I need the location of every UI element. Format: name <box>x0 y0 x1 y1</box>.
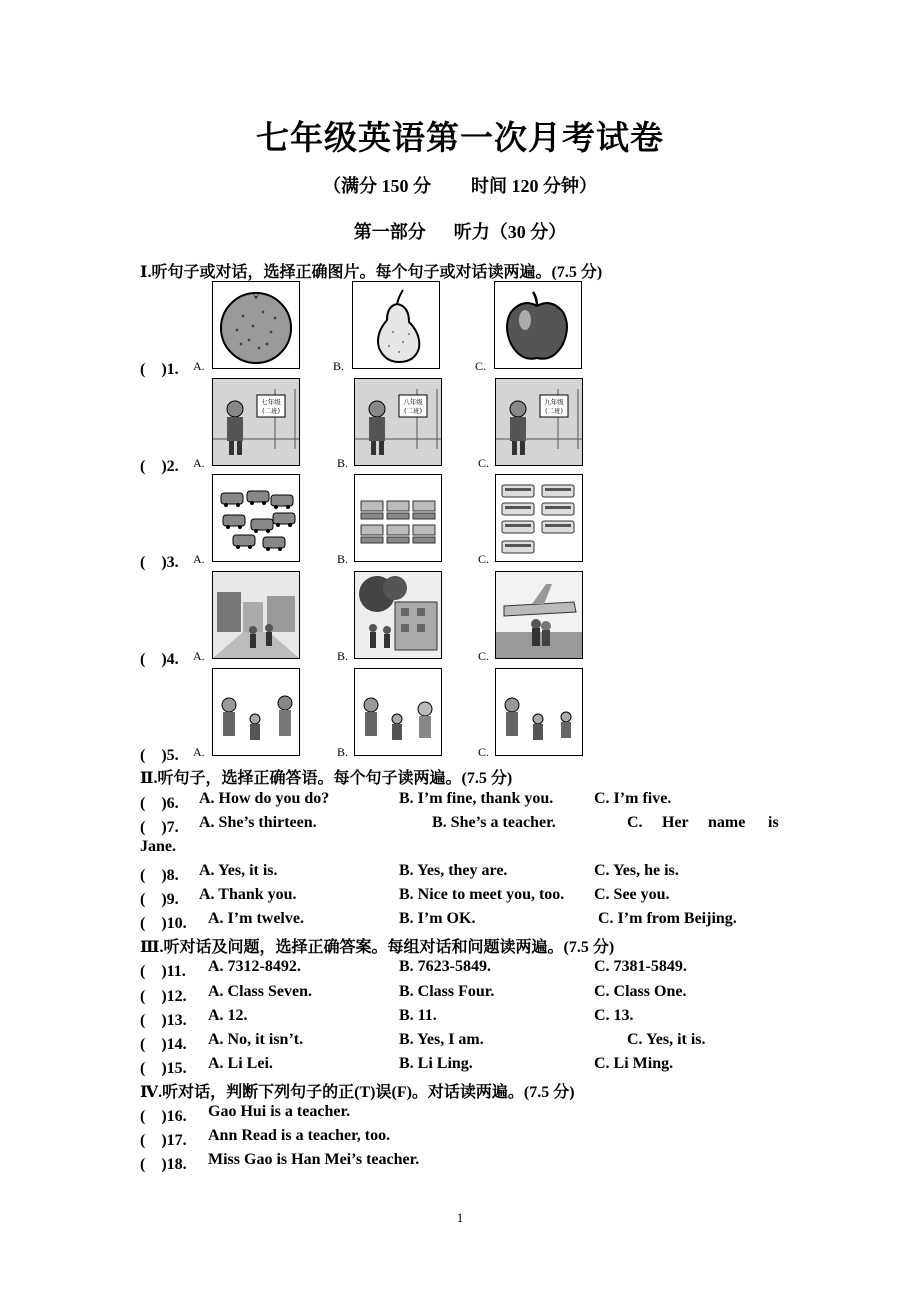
question-9-option-a: A. Thank you. <box>199 886 297 903</box>
question-3-number: ( )3. <box>140 554 179 571</box>
question-1-number: ( )1. <box>140 361 179 378</box>
question-17-statement: Ann Read is a teacher, too. <box>208 1127 391 1144</box>
classroom-grade-8-icon <box>354 378 442 466</box>
question-8-option-b: B. Yes, they are. <box>399 862 508 879</box>
class-sign-text: (二班) <box>403 407 423 415</box>
question-14-option-c: C. Yes, it is. <box>627 1031 706 1048</box>
option-a-label: A. <box>193 359 205 373</box>
part-listening: 听力（30 分） <box>453 222 567 242</box>
question-15-option-b: B. Li Ling. <box>399 1055 473 1072</box>
option-a-label: A. <box>193 456 205 470</box>
class-sign-text: 八年级 <box>403 398 423 406</box>
full-score: （满分 150 分 <box>323 176 431 196</box>
question-4-number: ( )4. <box>140 651 179 668</box>
question-6-option-a: A. How do you do? <box>199 790 330 807</box>
question-2-number: ( )2. <box>140 458 179 475</box>
question-7-option-c-word: Jane. <box>140 838 176 855</box>
question-5-number: ( )5. <box>140 747 179 764</box>
option-b-label: B. <box>337 745 349 759</box>
section-4-heading: Ⅳ.听对话，判断下列句子的正(T)误(F)。对话读两遍。(7.5 分) <box>140 1084 575 1101</box>
question-10-number: ( )10. <box>140 915 187 932</box>
section-3-heading: Ⅲ.听对话及问题，选择正确答案。每组对话和问题读两遍。(7.5 分) <box>140 939 615 956</box>
question-10-option-a: A. I’m twelve. <box>208 910 304 927</box>
question-13-option-b: B. 11. <box>399 1007 437 1024</box>
option-c-label: C. <box>478 745 490 759</box>
question-8-option-c: C. Yes, he is. <box>594 862 679 879</box>
option-b-label: B. <box>333 359 345 373</box>
option-b-label: B. <box>337 456 349 470</box>
people-greeting-icon <box>354 668 442 756</box>
exam-title: 七年级英语第一次月考试卷 <box>256 121 664 157</box>
buses-icon <box>495 474 583 562</box>
question-6-option-c: C. I’m five. <box>594 790 672 807</box>
part-name: 第一部分 <box>353 222 426 242</box>
question-7-option-c-word: is <box>768 814 779 831</box>
question-15-option-c: C. Li Ming. <box>594 1055 674 1072</box>
question-14-option-b: B. Yes, I am. <box>399 1031 484 1048</box>
question-13-option-a: A. 12. <box>208 1007 248 1024</box>
question-14-option-a: A. No, it isn’t. <box>208 1031 304 1048</box>
books-icon <box>354 474 442 562</box>
option-c-label: C. <box>478 456 490 470</box>
class-sign-text: (二班) <box>544 407 564 415</box>
class-sign-text: 九年级 <box>544 398 564 406</box>
people-greeting-icon <box>495 668 583 756</box>
question-7-option-c-word: Her <box>662 814 689 831</box>
option-a-label: A. <box>193 745 205 759</box>
exam-subtitle <box>0 172 920 198</box>
question-17-number: ( )17. <box>140 1132 187 1149</box>
option-a-label: A. <box>193 552 205 566</box>
question-8-option-a: A. Yes, it is. <box>199 862 278 879</box>
question-11-option-a: A. 7312-8492. <box>208 958 301 975</box>
question-11-option-c: C. 7381-5849. <box>594 958 687 975</box>
question-11-option-b: B. 7623-5849. <box>399 958 491 975</box>
question-7-number: ( )7. <box>140 819 179 836</box>
question-6-number: ( )6. <box>140 795 179 812</box>
question-11-number: ( )11. <box>140 963 186 980</box>
school-scene-icon <box>354 571 442 659</box>
cars-icon <box>212 474 300 562</box>
question-15-option-a: A. Li Lei. <box>208 1055 273 1072</box>
option-b-label: B. <box>337 649 349 663</box>
page-number: 1 <box>456 1210 464 1225</box>
question-18-statement: Miss Gao is Han Mei’s teacher. <box>208 1151 420 1168</box>
question-16-statement: Gao Hui is a teacher. <box>208 1103 351 1120</box>
question-7-option-c: C. <box>627 814 643 831</box>
question-7-option-c-word: name <box>708 814 746 831</box>
question-9-option-c: C. See you. <box>594 886 670 903</box>
section-1-heading: Ⅰ.听句子或对话，选择正确图片。每个句子或对话读两遍。(7.5 分) <box>140 264 603 281</box>
question-10-option-b: B. I’m OK. <box>399 910 476 927</box>
question-13-number: ( )13. <box>140 1012 187 1029</box>
exam-time: 时间 120 分钟） <box>471 176 597 196</box>
option-c-label: C. <box>478 649 490 663</box>
class-sign-text: 七年级 <box>261 398 281 406</box>
classroom-grade-9-icon <box>495 378 583 466</box>
option-b-label: B. <box>337 552 349 566</box>
section-2-heading: Ⅱ.听句子，选择正确答语。每个句子读两遍。(7.5 分) <box>140 770 513 787</box>
question-6-option-b: B. I’m fine, thank you. <box>399 790 554 807</box>
question-10-option-c: C. I’m from Beijing. <box>598 910 737 927</box>
question-8-number: ( )8. <box>140 867 179 884</box>
question-14-number: ( )14. <box>140 1036 187 1053</box>
question-12-number: ( )12. <box>140 988 187 1005</box>
question-13-option-c: C. 13. <box>594 1007 634 1024</box>
option-c-label: C. <box>478 552 490 566</box>
question-12-option-a: A. Class Seven. <box>208 983 313 1000</box>
question-15-number: ( )15. <box>140 1060 187 1077</box>
apple-icon <box>494 281 582 369</box>
airport-scene-icon <box>495 571 583 659</box>
street-scene-icon <box>212 571 300 659</box>
classroom-grade-7-icon <box>212 378 300 466</box>
question-16-number: ( )16. <box>140 1108 187 1125</box>
question-9-number: ( )9. <box>140 891 179 908</box>
question-18-number: ( )18. <box>140 1156 187 1173</box>
class-sign-text: (二班) <box>261 407 281 415</box>
question-12-option-c: C. Class One. <box>594 983 687 1000</box>
question-12-option-b: B. Class Four. <box>399 983 495 1000</box>
question-7-option-a: A. She’s thirteen. <box>199 814 317 831</box>
people-greeting-icon <box>212 668 300 756</box>
question-9-option-b: B. Nice to meet you, too. <box>399 886 565 903</box>
option-a-label: A. <box>193 649 205 663</box>
option-c-label: C. <box>475 359 487 373</box>
pear-icon <box>352 281 440 369</box>
orange-icon <box>212 281 300 369</box>
part-heading <box>0 218 920 244</box>
question-7-option-b: B. She’s a teacher. <box>432 814 556 831</box>
